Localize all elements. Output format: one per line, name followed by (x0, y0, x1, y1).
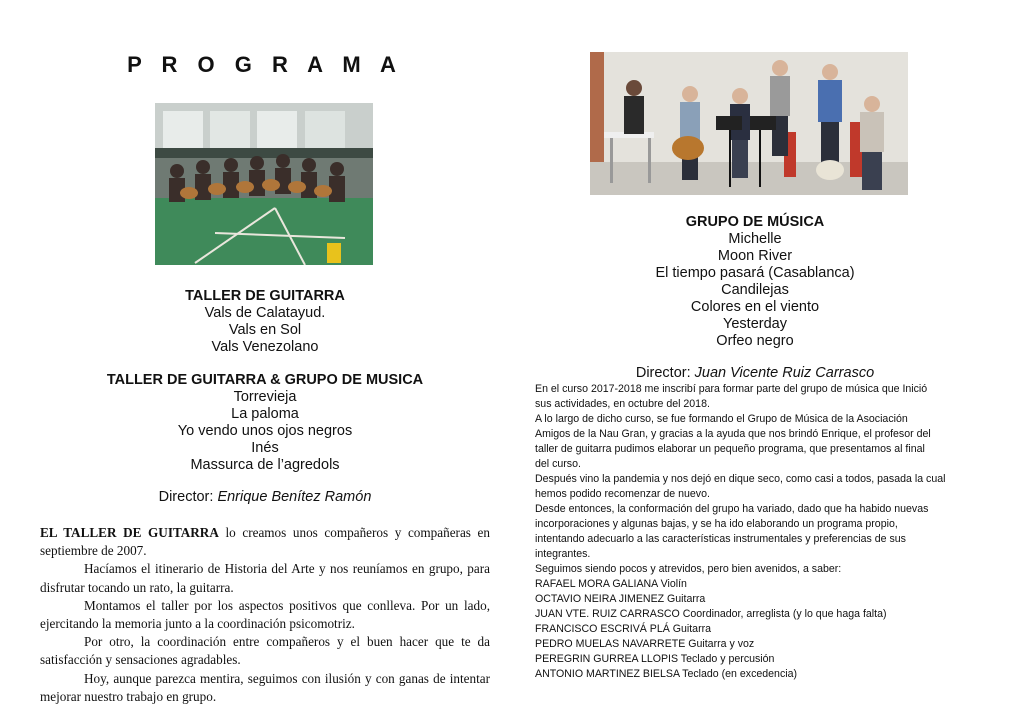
grupo-description (535, 382, 965, 682)
taller-description (40, 524, 490, 706)
grupo-musica-heading: GRUPO DE MÚSICA (685, 214, 825, 230)
text-line: intentando adecuarlo a las características instrumentales y preferencias de sus (535, 533, 906, 545)
text-line: incorporaciones y algunas bajas, y se ha ido elaborando un programa propio, (535, 518, 898, 530)
member-line: ANTONIO MARTINEZ BIELSA Teclado (en excedencia) (535, 668, 798, 680)
director-label: Director: (635, 365, 691, 381)
song-item: El tiempo pasará (Casablanca) (655, 265, 855, 281)
text-line: del curso. (535, 458, 581, 470)
song-item: Yo vendo unos ojos negros (177, 423, 353, 439)
music-group-photo (590, 52, 908, 195)
text-line: taller de guitarra pudimos elaborar un pequeño programa, que presentamos al final (535, 443, 925, 455)
song-item: Torrevieja (233, 389, 297, 405)
grupo-musica-section (535, 214, 975, 350)
left-director (40, 489, 490, 505)
member-line: PEREGRIN GURREA LLOPIS Teclado y percusión (535, 653, 775, 665)
page-title: P R O G R A M A (127, 52, 403, 77)
song-item: Orfeo negro (716, 333, 794, 349)
text-line: A lo largo de dicho curso, se fue formando el Grupo de Música de la Asociación (535, 413, 908, 425)
member-line: RAFAEL MORA GALIANA Violín (535, 578, 687, 590)
song-item: Vals en Sol (228, 322, 302, 338)
taller-grupo-heading: TALLER DE GUITARRA & GRUPO DE MUSICA (106, 372, 424, 388)
song-item: Yesterday (723, 316, 787, 332)
taller-guitarra-section (40, 288, 490, 356)
text-line: En el curso 2017-2018 me inscribí para formar parte del grupo de música que Inició (535, 383, 928, 395)
song-item: Vals de Calatayud. (204, 305, 326, 321)
member-line: PEDRO MUELAS NAVARRETE Guitarra y voz (535, 638, 755, 650)
song-item: Michelle (728, 231, 782, 247)
text-line: Amigos de la Nau Gran, y gracias a la ayuda que nos brindó Enrique, el profesor del (535, 428, 931, 440)
director-name: Juan Vicente Ruiz Carrasco (694, 365, 875, 381)
paragraph: Hacíamos el itinerario de Historia del Arte y nos reuníamos en grupo, para disfrutar tocando un rato, la guitarra. (40, 561, 490, 595)
text-line: Desde entonces, la conformación del grupo ha variado, dado que ha habido nuevas (535, 503, 929, 515)
intro-bold: EL TALLER DE GUITARRA (40, 525, 219, 540)
taller-grupo-section (40, 372, 490, 474)
song-item: Inés (251, 440, 279, 456)
text-line: sus actividades, en octubre del 2018. (535, 398, 710, 410)
paragraph: Montamos el taller por los aspectos positivos que conlleva. Por un lado, ejercitando la memoria junto a la coordinación psicomotriz. (40, 597, 490, 632)
text-line: hemos podido recomenzar de nuevo. (535, 488, 710, 500)
director-label: Director: (158, 489, 214, 505)
song-item: Vals Venezolano (211, 339, 319, 355)
paragraph: Por otro, la coordinación entre compañeros y el buen hacer que te da satisfacción y sensaciones agradables. (40, 634, 490, 668)
song-item: La paloma (231, 406, 299, 422)
guitar-workshop-photo (155, 103, 373, 265)
intro-rest: lo creamos unos compañeros y compañeras en septiembre de 2007. (40, 525, 490, 559)
song-item: Candilejas (721, 282, 789, 298)
member-line: JUAN VTE. RUIZ CARRASCO Coordinador, arreglista (y lo que haga falta) (535, 608, 887, 620)
taller-guitarra-heading: TALLER DE GUITARRA (185, 288, 345, 304)
song-item: Massurca de l’agredols (190, 457, 340, 473)
text-line: Después vino la pandemia y nos dejó en dique seco, como casi a todos, pasada la cual (535, 473, 946, 485)
song-item: Colores en el viento (690, 299, 820, 315)
director-name: Enrique Benítez Ramón (217, 489, 372, 505)
right-director (535, 365, 975, 381)
member-line: OCTAVIO NEIRA JIMENEZ Guitarra (535, 593, 706, 605)
paragraph: Hoy, aunque parezca mentira, seguimos con ilusión y con ganas de intentar mejorar nuestro trabajo en grupo. (40, 670, 490, 704)
text-line: Seguimos siendo pocos y atrevidos, pero bien avenidos, a saber: (535, 563, 842, 575)
text-line: integrantes. (535, 548, 591, 560)
song-item: Moon River (717, 248, 793, 264)
member-line: FRANCISCO ESCRIVÁ PLÁ Guitarra (535, 623, 712, 635)
